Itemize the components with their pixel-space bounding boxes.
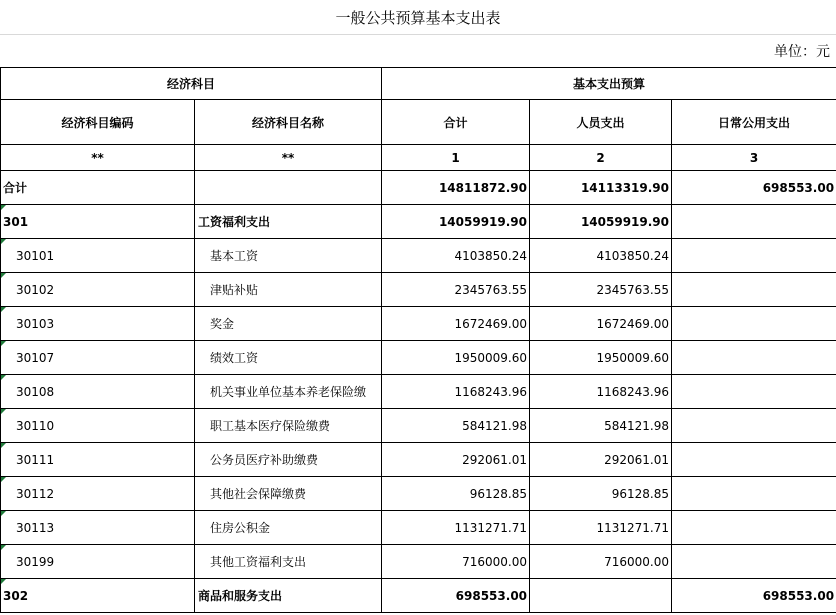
header-group-economic: 经济科目	[1, 68, 382, 100]
row-personnel: 2345763.55	[530, 273, 672, 307]
row-personnel: 14113319.90	[530, 171, 672, 205]
row-personnel: 1131271.71	[530, 511, 672, 545]
row-total: 1168243.96	[382, 375, 530, 409]
index-total: 1	[382, 145, 530, 171]
table-row	[1, 307, 836, 341]
row-code: 30112	[1, 477, 195, 511]
row-personnel: 96128.85	[530, 477, 672, 511]
row-total: 1672469.00	[382, 307, 530, 341]
row-name: 商品和服务支出	[195, 579, 382, 613]
table-row	[1, 171, 836, 205]
table-row	[1, 273, 836, 307]
header-name: 经济科目名称	[195, 100, 382, 145]
index-name: **	[195, 145, 382, 171]
row-code: 30107	[1, 341, 195, 375]
table-row	[1, 375, 836, 409]
row-personnel: 4103850.24	[530, 239, 672, 273]
row-personnel: 1672469.00	[530, 307, 672, 341]
row-name: 公务员医疗补助缴费	[195, 443, 382, 477]
row-code: 合计	[1, 171, 195, 205]
table-row	[1, 545, 836, 579]
row-public	[672, 409, 836, 443]
header-group-budget: 基本支出预算	[382, 68, 836, 100]
row-total: 1950009.60	[382, 341, 530, 375]
header-personnel: 人员支出	[530, 100, 672, 145]
row-code: 30113	[1, 511, 195, 545]
row-public: 698553.00	[672, 579, 836, 613]
row-personnel: 1950009.60	[530, 341, 672, 375]
row-name: 绩效工资	[195, 341, 382, 375]
row-public	[672, 511, 836, 545]
row-code: 30103	[1, 307, 195, 341]
row-total: 14811872.90	[382, 171, 530, 205]
row-name: 其他社会保障缴费	[195, 477, 382, 511]
row-name: 职工基本医疗保险缴费	[195, 409, 382, 443]
header-group-row	[1, 68, 836, 100]
row-public	[672, 273, 836, 307]
index-personnel: 2	[530, 145, 672, 171]
row-code: 30111	[1, 443, 195, 477]
row-public	[672, 545, 836, 579]
row-code: 301	[1, 205, 195, 239]
header-total: 合计	[382, 100, 530, 145]
table-row	[1, 341, 836, 375]
table-row	[1, 205, 836, 239]
row-total: 1131271.71	[382, 511, 530, 545]
row-personnel: 1168243.96	[530, 375, 672, 409]
index-public: 3	[672, 145, 836, 171]
header-column-row	[1, 100, 836, 145]
index-code: **	[1, 145, 195, 171]
row-public	[672, 307, 836, 341]
row-total: 4103850.24	[382, 239, 530, 273]
row-code: 30110	[1, 409, 195, 443]
row-name: 基本工资	[195, 239, 382, 273]
row-code: 30101	[1, 239, 195, 273]
row-public	[672, 205, 836, 239]
row-total: 698553.00	[382, 579, 530, 613]
row-code: 30199	[1, 545, 195, 579]
row-public	[672, 239, 836, 273]
row-public	[672, 443, 836, 477]
row-personnel	[530, 579, 672, 613]
header-code: 经济科目编码	[1, 100, 195, 145]
row-code: 302	[1, 579, 195, 613]
header-index-row	[1, 145, 836, 171]
table-row	[1, 579, 836, 613]
row-total: 2345763.55	[382, 273, 530, 307]
table-row	[1, 239, 836, 273]
unit-label: 单位：元	[774, 44, 830, 60]
row-public	[672, 477, 836, 511]
table-row	[1, 511, 836, 545]
row-total: 716000.00	[382, 545, 530, 579]
row-personnel: 584121.98	[530, 409, 672, 443]
header-public: 日常公用支出	[672, 100, 836, 145]
table-title: 一般公共预算基本支出表	[0, 0, 836, 35]
row-name: 住房公积金	[195, 511, 382, 545]
row-personnel: 14059919.90	[530, 205, 672, 239]
row-name	[195, 171, 382, 205]
row-name: 机关事业单位基本养老保险缴	[195, 375, 382, 409]
row-public	[672, 375, 836, 409]
row-name: 津贴补贴	[195, 273, 382, 307]
budget-table	[0, 67, 836, 613]
row-name: 奖金	[195, 307, 382, 341]
row-public: 698553.00	[672, 171, 836, 205]
row-personnel: 292061.01	[530, 443, 672, 477]
row-public	[672, 341, 836, 375]
row-total: 14059919.90	[382, 205, 530, 239]
row-code: 30108	[1, 375, 195, 409]
table-row	[1, 409, 836, 443]
table-row	[1, 443, 836, 477]
row-total: 584121.98	[382, 409, 530, 443]
row-total: 292061.01	[382, 443, 530, 477]
table-row	[1, 477, 836, 511]
row-personnel: 716000.00	[530, 545, 672, 579]
row-total: 96128.85	[382, 477, 530, 511]
row-name: 其他工资福利支出	[195, 545, 382, 579]
row-name: 工资福利支出	[195, 205, 382, 239]
row-code: 30102	[1, 273, 195, 307]
